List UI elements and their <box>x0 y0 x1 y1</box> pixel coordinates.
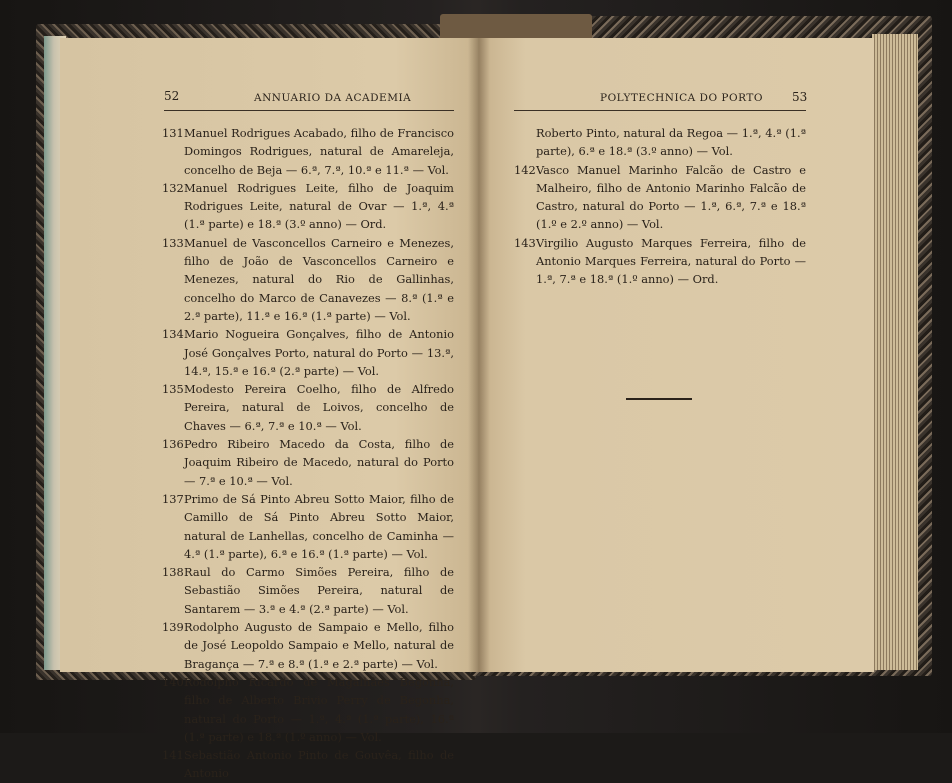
entry-number: 139 <box>162 620 184 635</box>
entry-text: Vasco Manuel Marinho Falcão de Castro e Malheiro, filho de Antonio Marinho Falcão de Castro, natural do Porto — 1.ª, 6.ª, 7.ª e 18.ª (1.º e 2.º anno) — Vol. <box>536 162 806 232</box>
list-item <box>162 179 454 234</box>
entry-text: Rodolpho Augusto de Sampaio e Mello, filho de José Leopoldo Sampaio e Mello, natural de Bragança — 7.ª e 8.ª (1.ª e 2.ª parte) — Vol. <box>184 620 454 671</box>
right-page-number: 53 <box>792 90 808 104</box>
entry-text: Primo de Sá Pinto Abreu Sotto Maior, filho de Camillo de Sá Pinto Abreu Sotto Maior, natural de Lanhellas, concelho de Caminha — 4.ª (1.ª parte), 6.ª e 16.ª (1.ª parte) — Vol. <box>184 491 454 561</box>
entry-text: Raul do Carmo Simões Pereira, filho de Sebastião Simões Pereira, natural de Santarem — 3.ª e 4.ª (2.ª parte) — Vol. <box>184 565 454 616</box>
entry-text: Virgilio Augusto Marques Ferreira, filho de Antonio Marques Ferreira, natural do Porto — 1.ª, 7.ª e 18.ª (1.º anno) — Ord. <box>536 235 806 287</box>
list-item <box>162 325 454 380</box>
list-item <box>514 234 806 289</box>
list-item <box>162 673 454 746</box>
list-item <box>162 435 454 490</box>
entry-number: 142 <box>514 162 536 177</box>
left-header-rule <box>164 110 454 111</box>
entry-number: 141 <box>162 748 184 763</box>
left-entries <box>162 124 454 783</box>
page-edges-right <box>872 34 918 670</box>
list-item <box>162 746 454 783</box>
entry-number: 133 <box>162 235 184 250</box>
list-item <box>514 161 806 234</box>
entry-text: Modesto Pereira Coelho, filho de Alfredo Pereira, natural de Loivos, concelho de Chaves — 6.ª, 7.ª e 10.ª — Vol. <box>184 382 454 433</box>
list-item <box>162 490 454 563</box>
book-spine <box>440 14 592 40</box>
right-entries <box>514 124 806 289</box>
list-item <box>162 124 454 179</box>
entry-number: 132 <box>162 180 184 195</box>
entry-number: 135 <box>162 382 184 397</box>
entry-text: Mario Nogueira Gonçalves, filho de Antonio José Gonçalves Porto, natural do Porto — 13.ª, 14.ª, 15.ª e 16.ª (2.ª parte) — Vol. <box>184 327 454 378</box>
entry-number: 140 <box>162 674 184 689</box>
entry-text: Manuel Rodrigues Leite, filho de Joaquim Rodrigues Leite, natural de Ovar — 1.ª, 4.ª (1.ª parte) e 18.ª (3.º anno) — Ord. <box>184 180 454 232</box>
entry-number: 134 <box>162 327 184 342</box>
entry-number: 143 <box>514 235 536 250</box>
left-page-number: 52 <box>164 89 180 103</box>
list-item <box>162 380 454 435</box>
left-running-head: ANNUARIO DA ACADEMIA <box>254 92 412 104</box>
continuation-text: Roberto Pinto, natural da Regoa — 1.ª, 4.ª (1.ª parte), 6.ª e 18.ª (3.º anno) — Vol. <box>536 126 806 159</box>
entry-text: Sebastião Antonio Pinto de Gouvêa, filho de Antonio <box>184 748 454 781</box>
right-header-rule <box>514 110 806 111</box>
entry-number: 131 <box>162 126 184 140</box>
list-item <box>162 618 454 673</box>
entry-text: Manuel de Vasconcellos Carneiro e Menezes, filho de João de Vasconcellos Carneiro e Menezes, natural do Rio de Gallinhas, concelho do Marco de Canavezes — 8.ª (1.ª e 2.ª parte), 11.ª e 16.ª (1.ª parte) — Vol. <box>184 235 454 323</box>
right-running-head: POLYTECHNICA DO PORTO <box>600 92 763 104</box>
entry-number: 138 <box>162 565 184 580</box>
entry-text: Pedro Ribeiro Macedo da Costa, filho de Joaquim Ribeiro de Macedo, natural do Porto — 7.ª e 10.ª — Vol. <box>184 437 454 488</box>
list-item <box>162 563 454 618</box>
entry-number: 137 <box>162 491 184 506</box>
book-gutter <box>468 38 490 672</box>
list-item <box>162 234 454 325</box>
entry-text: Rodolpho Ricardo de Magalhães Begonha, filho de Alberto Brivio Perry de Begonha, natural do Porto — 1.ª, 4.ª (1.ª parte), 16.ª (1.ª parte) e 18.ª (1.º anno) — Vol. <box>184 674 454 744</box>
section-divider <box>626 398 692 400</box>
entry-number: 136 <box>162 437 184 452</box>
entry-text: Manuel Rodrigues Acabado, filho de Francisco Domingos Rodrigues, natural de Amareleja, concelho de Beja — 6.ª, 7.ª, 10.ª e 11.ª — Vol. <box>184 126 454 177</box>
